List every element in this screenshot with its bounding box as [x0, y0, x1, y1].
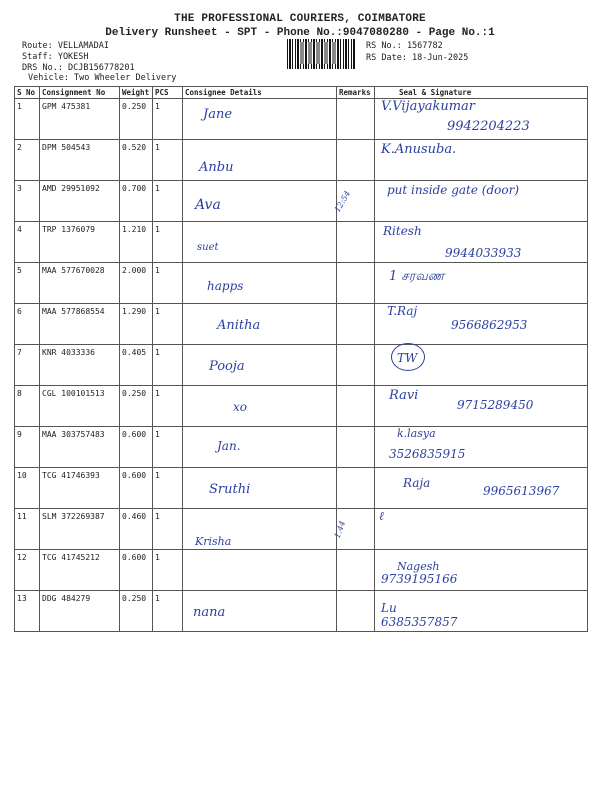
signature-handwriting: Ravi: [389, 388, 419, 403]
serial-cell: 6: [15, 304, 40, 345]
consignee-handwriting: happs: [207, 279, 244, 293]
consignee-handwriting: Krisha: [195, 535, 232, 548]
pcs-cell: 1: [153, 263, 183, 304]
consignment-cell: DPM 504543: [40, 140, 120, 181]
consignee-cell: [183, 427, 337, 468]
consignment-cell: TRP 1376079: [40, 222, 120, 263]
consignee-handwriting: Ava: [195, 197, 221, 213]
signature-cell: [375, 386, 588, 427]
signature-handwriting: k.lasya: [397, 427, 436, 440]
pcs-cell: 1: [153, 222, 183, 263]
pcs-cell: 1: [153, 427, 183, 468]
consignee-cell: [183, 509, 337, 550]
remarks-cell: [337, 386, 375, 427]
consignee-handwriting: Anitha: [217, 318, 261, 333]
weight-cell: 2.000: [120, 263, 153, 304]
signature-mark: ℓ: [379, 509, 384, 523]
consignee-cell: [183, 181, 337, 222]
weight-cell: 0.460: [120, 509, 153, 550]
pcs-cell: 1: [153, 509, 183, 550]
phone-handwriting: 9942204223: [447, 119, 530, 134]
consignee-cell: [183, 345, 337, 386]
table-row: [15, 304, 588, 345]
remarks-cell: [332, 181, 375, 222]
serial-cell: 5: [15, 263, 40, 304]
signature-cell: [375, 99, 588, 140]
pcs-cell: 1: [153, 345, 183, 386]
serial-cell: 13: [15, 591, 40, 632]
consignment-cell: SLM 372269387: [40, 509, 120, 550]
signature-handwriting: put inside gate (door): [387, 183, 520, 197]
weight-cell: 0.700: [120, 181, 153, 222]
col-header: Weight: [120, 87, 153, 99]
table-row: [15, 181, 588, 222]
signature-cell: [375, 222, 588, 263]
consignee-cell: [183, 550, 337, 591]
consignee-handwriting: Anbu: [199, 160, 234, 175]
ink-circle: [391, 343, 425, 371]
weight-cell: 0.600: [120, 427, 153, 468]
table-row: [15, 386, 588, 427]
remarks-cell: [337, 222, 375, 263]
table-row: [15, 99, 588, 140]
signature-cell: [375, 181, 588, 222]
weight-cell: 0.600: [120, 550, 153, 591]
signature-cell: [375, 427, 588, 468]
signature-handwriting: 1 சரவண: [389, 269, 445, 284]
pcs-cell: 1: [153, 591, 183, 632]
route-label: Route: VELLAMADAI: [22, 41, 109, 51]
weight-cell: 0.600: [120, 468, 153, 509]
pcs-cell: 1: [153, 181, 183, 222]
consignee-handwriting: xo: [233, 400, 247, 414]
remarks-cell: [337, 591, 375, 632]
table-header-row: [15, 87, 588, 99]
phone-handwriting: 9566862953: [451, 318, 528, 332]
table-row: [15, 550, 588, 591]
phone-handwriting: 9715289450: [457, 398, 534, 412]
serial-cell: 9: [15, 427, 40, 468]
consignee-cell: [183, 304, 337, 345]
consignee-handwriting: suet: [197, 242, 219, 253]
rs-no-label: RS No.: 1567782: [366, 41, 443, 51]
remarks-cell: [337, 140, 375, 181]
signature-handwriting: Ritesh: [383, 224, 422, 238]
col-header: Remarks: [337, 87, 375, 99]
consignee-cell: [183, 263, 337, 304]
remarks-cell: [337, 263, 375, 304]
signature-handwriting: Raja: [403, 476, 431, 490]
signature-handwriting: Nagesh: [397, 560, 440, 573]
table-row: [15, 222, 588, 263]
consignee-handwriting: nana: [193, 605, 226, 620]
remarks-cell: [337, 345, 375, 386]
weight-cell: 0.250: [120, 591, 153, 632]
consignee-cell: [183, 591, 337, 632]
weight-cell: 1.290: [120, 304, 153, 345]
signature-cell: [375, 550, 588, 591]
signature-cell: [375, 468, 588, 509]
signature-cell: [375, 263, 588, 304]
table-row: [15, 509, 588, 550]
consignee-cell: [183, 99, 337, 140]
remarks-cell: [337, 99, 375, 140]
pcs-cell: 1: [153, 304, 183, 345]
pcs-cell: 1: [153, 140, 183, 181]
col-header: Consignee Details: [183, 87, 337, 99]
consignment-cell: MAA 303757483: [40, 427, 120, 468]
pcs-cell: 1: [153, 468, 183, 509]
runsheet-table: [14, 86, 588, 632]
serial-cell: 11: [15, 509, 40, 550]
phone-handwriting: 9965613967: [483, 484, 560, 498]
signature-handwriting: T.Raj: [387, 304, 418, 318]
col-header: PCS: [153, 87, 183, 99]
consignment-cell: DDG 484279: [40, 591, 120, 632]
signature-cell: [375, 509, 588, 550]
phone-handwriting: 9739195166: [381, 572, 458, 586]
phone-handwriting: 9944033933: [445, 246, 522, 260]
table-row: [15, 263, 588, 304]
signature-handwriting: Lu: [381, 601, 397, 615]
consignee-handwriting: Sruthi: [209, 482, 251, 497]
consignment-cell: TCG 41746393: [40, 468, 120, 509]
consignee-cell: [183, 222, 337, 263]
phone-handwriting: 3526835915: [389, 447, 466, 461]
remarks-cell: [332, 509, 375, 550]
consignment-cell: MAA 577670028: [40, 263, 120, 304]
serial-cell: 2: [15, 140, 40, 181]
remark-handwriting: 1.44: [332, 519, 348, 540]
col-header: Seal & Signature: [375, 87, 588, 99]
table-row: [15, 591, 588, 632]
pcs-cell: 1: [153, 99, 183, 140]
table-row: [15, 427, 588, 468]
remarks-cell: [337, 550, 375, 591]
signature-cell: [375, 591, 588, 632]
serial-cell: 12: [15, 550, 40, 591]
weight-cell: 0.520: [120, 140, 153, 181]
serial-cell: 8: [15, 386, 40, 427]
consignee-cell: [183, 386, 337, 427]
table-row: [15, 468, 588, 509]
signature-handwriting: V.Vijayakumar: [381, 99, 475, 114]
signature-handwriting: K.Anusuba.: [381, 142, 457, 157]
header-subtitle: Delivery Runsheet - SPT - Phone No.:9047080280 - Page No.:1: [105, 27, 495, 39]
serial-cell: 1: [15, 99, 40, 140]
pcs-cell: 1: [153, 386, 183, 427]
weight-cell: 0.250: [120, 99, 153, 140]
header-title: THE PROFESSIONAL COURIERS, COIMBATORE: [174, 13, 426, 25]
table-row: [15, 345, 588, 386]
signature-cell: [375, 140, 588, 181]
rs-date-label: RS Date: 18-Jun-2025: [366, 53, 469, 63]
consignment-cell: GPM 475381: [40, 99, 120, 140]
signature-cell: [375, 304, 588, 345]
consignment-cell: CGL 100101513: [40, 386, 120, 427]
consignee-handwriting: Pooja: [209, 359, 245, 374]
remarks-cell: [337, 427, 375, 468]
drs-label: DRS No.: DCJB156778201: [22, 63, 135, 73]
consignment-cell: TCG 41745212: [40, 550, 120, 591]
serial-cell: 4: [15, 222, 40, 263]
col-header: S No: [15, 87, 40, 99]
col-header: Consignment No: [40, 87, 120, 99]
serial-cell: 3: [15, 181, 40, 222]
signature-handwriting: TW: [397, 351, 418, 365]
consignment-cell: KNR 4033336: [40, 345, 120, 386]
consignment-cell: MAA 577868554: [40, 304, 120, 345]
serial-cell: 7: [15, 345, 40, 386]
vehicle-label: Vehicle: Two Wheeler Delivery: [28, 73, 177, 83]
consignee-handwriting: Jane: [203, 107, 233, 122]
weight-cell: 0.250: [120, 386, 153, 427]
remarks-cell: [337, 304, 375, 345]
consignee-handwriting: Jan.: [217, 439, 241, 453]
barcode-overlay: [300, 42, 340, 64]
serial-cell: 10: [15, 468, 40, 509]
remarks-cell: [337, 468, 375, 509]
remark-handwriting: 12:54: [332, 189, 353, 214]
signature-cell: [375, 345, 588, 386]
consignee-cell: [183, 468, 337, 509]
weight-cell: 0.405: [120, 345, 153, 386]
pcs-cell: 1: [153, 550, 183, 591]
consignment-cell: AMD 29951092: [40, 181, 120, 222]
weight-cell: 1.210: [120, 222, 153, 263]
staff-label: Staff: YOKESH: [22, 52, 89, 62]
table-row: [15, 140, 588, 181]
consignee-cell: [183, 140, 337, 181]
phone-handwriting: 6385357857: [381, 615, 458, 629]
